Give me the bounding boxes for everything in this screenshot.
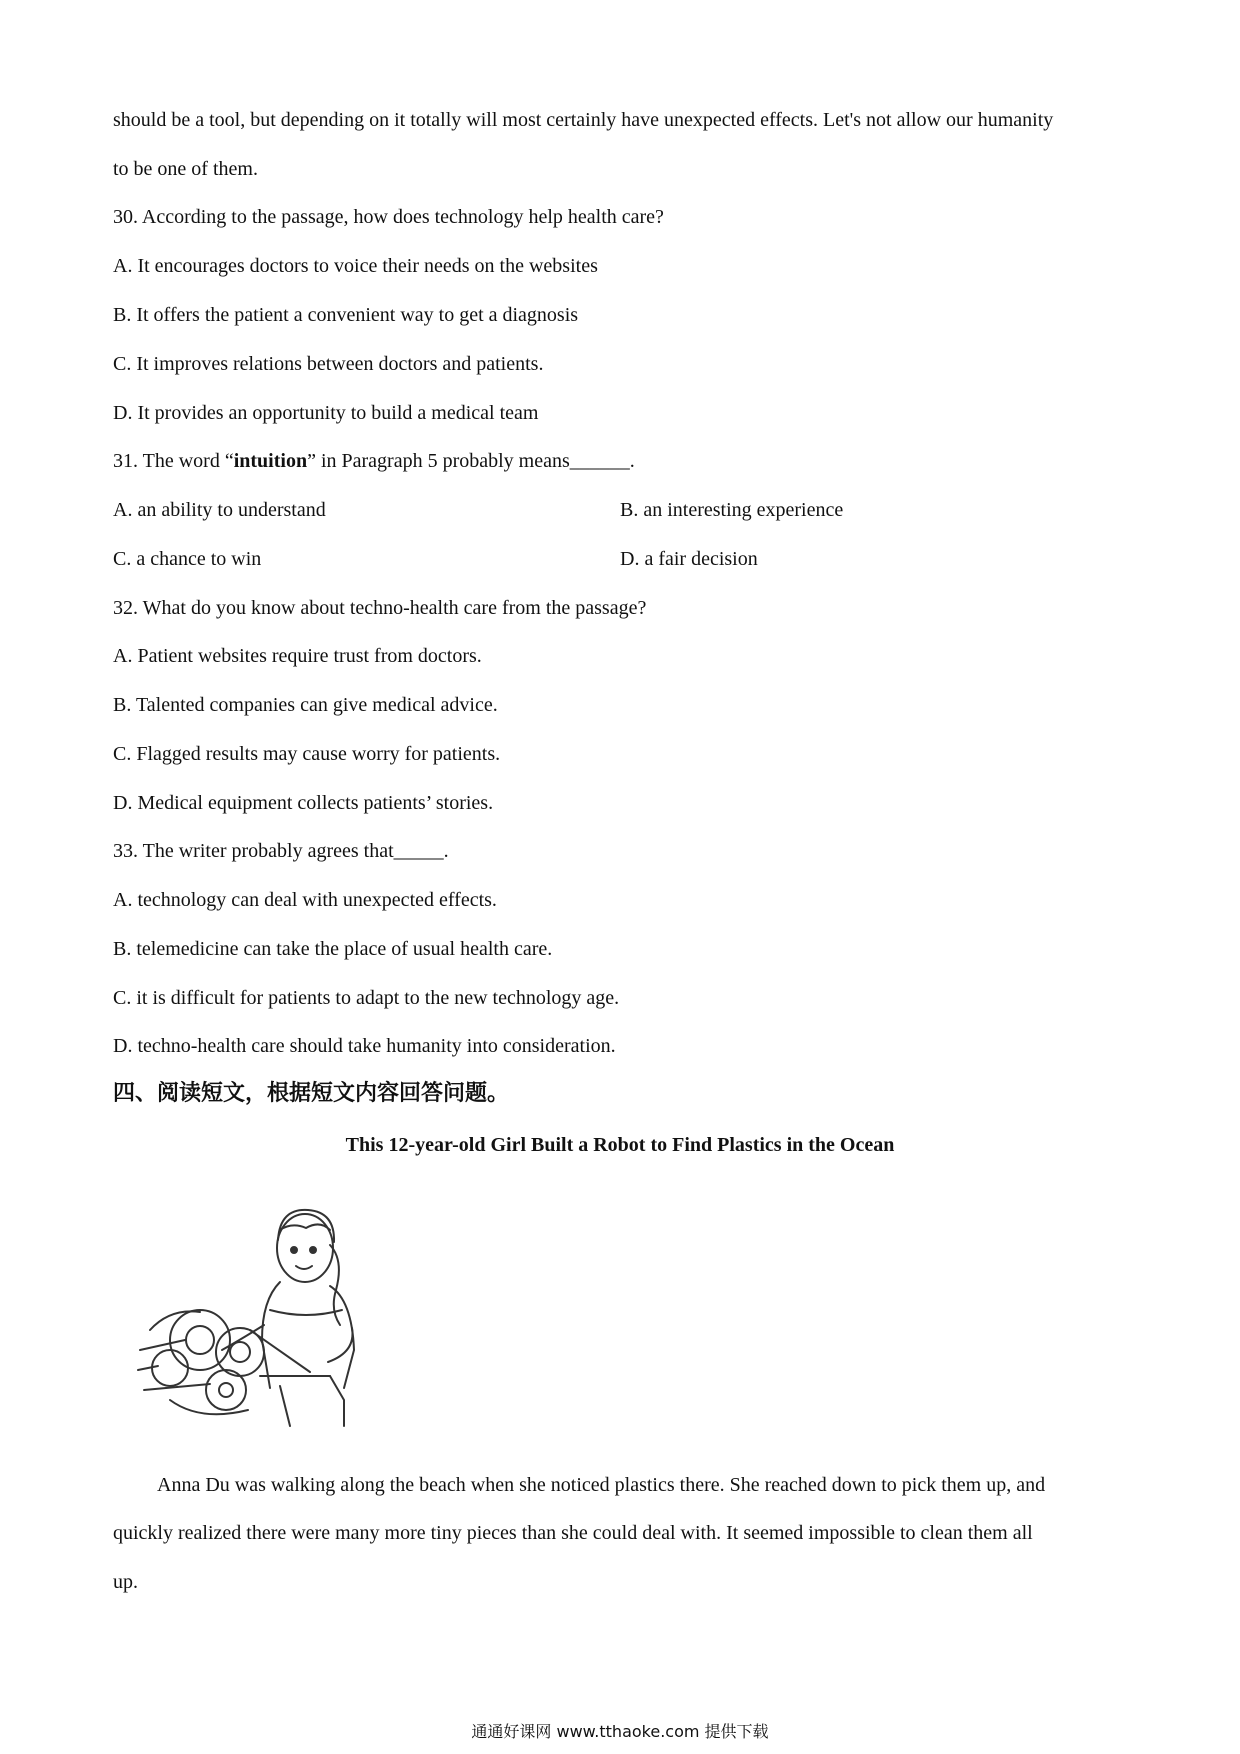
option-a: A. technology can deal with unexpected effects. xyxy=(113,889,497,911)
option-b: B. Talented companies can give medical advice. xyxy=(113,694,498,716)
option-c: C. Flagged results may cause worry for patients. xyxy=(113,743,501,765)
passage-line: to be one of them. xyxy=(113,158,258,180)
story-line: quickly realized there were many more tiny pieces than she could deal with. It seemed impossible to clean them all xyxy=(113,1522,1033,1544)
option-d: D. It provides an opportunity to build a medical team xyxy=(113,402,539,424)
option-a: A. It encourages doctors to voice their needs on the websites xyxy=(113,255,598,277)
option-d: D. techno-health care should take humanity into consideration. xyxy=(113,1035,616,1057)
stem-prefix: 31. The word “ xyxy=(113,450,234,472)
option-c: C. It improves relations between doctors and patients. xyxy=(113,353,544,375)
option-b: B. telemedicine can take the place of usual health care. xyxy=(113,938,553,960)
option-b: B. an interesting experience xyxy=(620,499,844,521)
question-stem xyxy=(113,449,635,473)
question-stem: 33. The writer probably agrees that_____. xyxy=(113,840,449,862)
story-line: up. xyxy=(113,1571,138,1593)
article-title: This 12-year-old Girl Built a Robot to Find Plastics in the Ocean xyxy=(345,1134,895,1156)
option-c: C. a chance to win xyxy=(113,548,262,570)
passage-line: should be a tool, but depending on it totally will most certainly have unexpected effects. Let's not allow our humanity xyxy=(113,109,1054,131)
option-b: B. It offers the patient a convenient way to get a diagnosis xyxy=(113,304,579,326)
question-stem: 30. According to the passage, how does technology help health care? xyxy=(113,206,664,228)
question-stem: 32. What do you know about techno-health care from the passage? xyxy=(113,597,647,619)
option-d: D. Medical equipment collects patients’ stories. xyxy=(113,792,494,814)
option-d: D. a fair decision xyxy=(620,548,758,570)
keyword: intuition xyxy=(233,450,308,472)
section-heading: 四、阅读短文，根据短文内容回答问题。 xyxy=(113,1081,510,1106)
option-a: A. Patient websites require trust from doctors. xyxy=(113,645,482,667)
option-a: A. an ability to understand xyxy=(113,499,326,521)
story-line: Anna Du was walking along the beach when she noticed plastics there. She reached down to pick them up, and xyxy=(157,1474,1046,1496)
footer-watermark: 通通好课网 www.tthaoke.com 提供下载 xyxy=(471,1722,769,1741)
girl-robot-illustration xyxy=(130,1200,380,1450)
option-c: C. it is difficult for patients to adapt to the new technology age. xyxy=(113,987,620,1009)
stem-suffix: ” in Paragraph 5 probably means______. xyxy=(307,450,635,472)
